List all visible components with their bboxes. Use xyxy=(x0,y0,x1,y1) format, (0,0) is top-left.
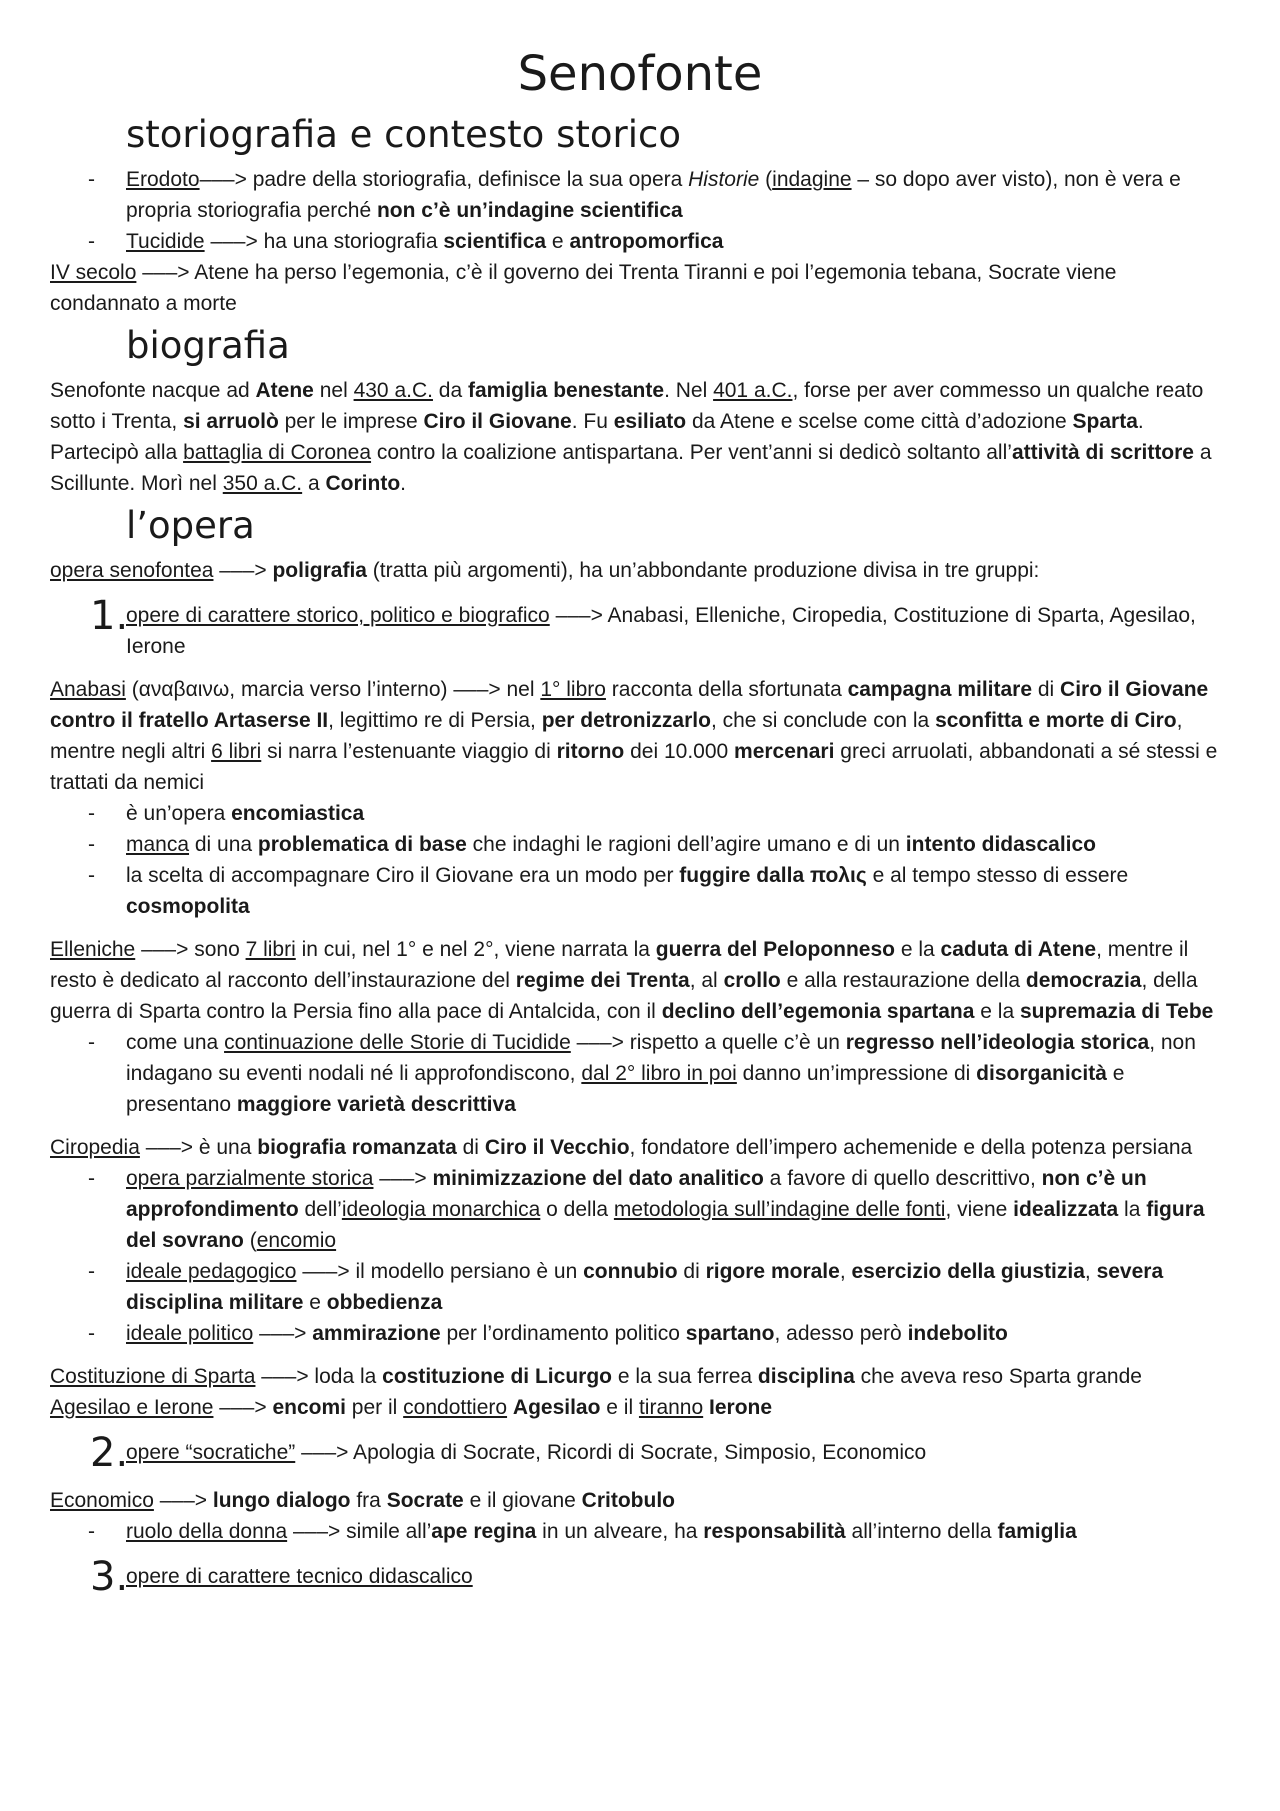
text-run: di xyxy=(456,1136,485,1159)
bold-text: esercizio della giustizia xyxy=(851,1260,1085,1283)
list-storiografia xyxy=(50,164,1230,257)
list-item xyxy=(126,164,1230,226)
text-run: , della guerra di Sparta contro la Persia fino alla pace di Antalcida, con il xyxy=(50,969,1198,1023)
underlined-text: 350 a.C. xyxy=(222,472,303,495)
underlined-text: Anabasi xyxy=(50,678,126,701)
text-run: , legittimo re di Persia, xyxy=(328,709,542,732)
para-opera-senofontea xyxy=(50,555,1230,586)
text-run: fra xyxy=(350,1489,387,1512)
text-run: dell’ xyxy=(298,1198,342,1221)
list-ciropedia xyxy=(50,1163,1230,1349)
bold-text: rigore morale xyxy=(705,1260,840,1283)
bold-text: idealizzata xyxy=(1013,1198,1119,1221)
bold-text: disorganicità xyxy=(976,1062,1107,1085)
heading-storiografia: storiografia e contesto storico xyxy=(126,113,681,156)
para-agesilao xyxy=(50,1392,1230,1423)
bold-text: sconfitta e morte di Ciro xyxy=(935,709,1177,732)
underlined-text: manca xyxy=(126,833,190,856)
bold-text: antropomorfica xyxy=(569,230,724,253)
text-run: a favore di quello descrittivo, xyxy=(763,1167,1042,1190)
para-economico xyxy=(50,1485,1230,1516)
text-run: che aveva reso Sparta grande xyxy=(854,1365,1142,1388)
text-run: , adesso però xyxy=(774,1322,908,1345)
text-run: per le imprese xyxy=(278,410,424,433)
bold-text: ammirazione xyxy=(312,1322,441,1345)
list-item xyxy=(126,1027,1230,1120)
list-anabasi xyxy=(50,798,1230,922)
underlined-text: encomio xyxy=(256,1229,337,1252)
bold-text: connubio xyxy=(583,1260,678,1283)
bold-text: guerra del Peloponneso xyxy=(655,938,895,961)
page-title: Senofonte xyxy=(517,46,763,102)
underlined-text: 7 libri xyxy=(245,938,296,961)
group-text xyxy=(126,596,1230,662)
bold-text: intento didascalico xyxy=(905,833,1096,856)
underlined-text: 6 libri xyxy=(211,740,262,763)
underlined-text: 430 a.C. xyxy=(353,379,433,402)
list-item xyxy=(126,1516,1230,1547)
group-number: 3. xyxy=(90,1554,129,1600)
bold-text: fuggire dalla πολις xyxy=(679,864,867,887)
list-item xyxy=(126,860,1230,922)
text-run: –––> xyxy=(373,1167,433,1190)
heading-biografia: biografia xyxy=(126,324,290,367)
para-biografia xyxy=(50,375,1230,499)
bold-text: democrazia xyxy=(1025,969,1142,992)
text-run: , al xyxy=(689,969,724,992)
text-run: , mentre il resto è dedicato al racconto dell’instaurazione del xyxy=(50,938,1189,992)
bold-text: responsabilità xyxy=(703,1520,846,1543)
bold-text: esiliato xyxy=(613,410,687,433)
text-run: , forse per aver commesso un qualche reato sotto i Trenta, xyxy=(50,379,1204,433)
text-run: , xyxy=(839,1260,852,1283)
text-run: –––> è una xyxy=(139,1136,258,1159)
group-number: 1. xyxy=(90,593,129,639)
bold-text: disciplina xyxy=(757,1365,855,1388)
list-item xyxy=(126,829,1230,860)
bold-text: supremazia di Tebe xyxy=(1019,1000,1214,1023)
text-run: –––> loda la xyxy=(255,1365,383,1388)
text-run: –––> Anabasi, Elleniche, Ciropedia, Costituzione di Sparta, Agesilao, Ierone xyxy=(126,604,1196,658)
text-run: e xyxy=(303,1291,327,1314)
underlined-text: opere “socratiche” xyxy=(126,1441,296,1464)
underlined-text: dal 2° libro in poi xyxy=(581,1062,737,1085)
bold-text: Atene xyxy=(255,379,314,402)
text-run: all’interno della xyxy=(845,1520,998,1543)
text-run: a xyxy=(302,472,326,495)
bold-text: poligrafia xyxy=(272,559,367,582)
bold-text: famiglia benestante xyxy=(468,379,665,402)
bold-text: per detronizzarlo xyxy=(541,709,711,732)
text-run: –––> xyxy=(153,1489,213,1512)
underlined-text: metodologia sull’indagine delle fonti xyxy=(613,1198,946,1221)
text-run: di xyxy=(677,1260,706,1283)
text-run: –––> padre della storiografia, definisce la sua opera xyxy=(199,168,689,191)
text-run: , viene xyxy=(945,1198,1014,1221)
text-run: . Partecipò alla xyxy=(50,410,1144,464)
text-run: –––> sono xyxy=(135,938,246,961)
text-run: , che si conclude con la xyxy=(710,709,936,732)
text-run: , xyxy=(1084,1260,1097,1283)
bold-text: Sparta xyxy=(1072,410,1138,433)
text-run: contro la coalizione antispartana. Per vent’anni si dedicò soltanto all’ xyxy=(371,441,1012,464)
bold-text: lungo dialogo xyxy=(212,1489,351,1512)
bold-text: caduta di Atene xyxy=(940,938,1097,961)
underlined-text: IV secolo xyxy=(50,261,137,284)
text-run: la xyxy=(1118,1198,1147,1221)
text-run: –––> simile all’ xyxy=(287,1520,432,1543)
underlined-text: indagine xyxy=(772,168,852,191)
bold-text: Ierone xyxy=(709,1396,773,1419)
list-item xyxy=(126,1318,1230,1349)
text-run: –––> ha una storiografia xyxy=(204,230,444,253)
bold-text: regime dei Trenta xyxy=(515,969,690,992)
text-run: da Atene e scelse come città d’adozione xyxy=(686,410,1073,433)
underlined-text: ideale politico xyxy=(126,1322,254,1345)
bold-text: Corinto xyxy=(325,472,401,495)
underlined-text: tiranno xyxy=(638,1396,704,1419)
list-item xyxy=(126,1163,1230,1256)
bold-text: cosmopolita xyxy=(126,895,250,918)
text-run: (αναβαινω, marcia verso l’interno) –––> nel xyxy=(125,678,541,701)
heading-opera: l’opera xyxy=(126,504,255,547)
bold-text: crollo xyxy=(723,969,781,992)
bold-text: obbedienza xyxy=(326,1291,443,1314)
text-run: (tratta più argomenti), ha un’abbondante produzione divisa in tre gruppi: xyxy=(366,559,1040,582)
group-1 xyxy=(90,593,1230,662)
bold-text: Ciro il Giovane contro il fratello Artaserse II xyxy=(50,678,1209,732)
text-run: racconta della sfortunata xyxy=(605,678,848,701)
text-run: di una xyxy=(189,833,258,856)
text-run: e al tempo stesso di essere xyxy=(866,864,1129,887)
text-run: ( xyxy=(243,1229,257,1252)
text-run: in cui, nel 1° e nel 2°, viene narrata la xyxy=(295,938,656,961)
text-run: Senofonte nacque ad xyxy=(50,379,256,402)
bold-text: biografia romanzata xyxy=(257,1136,457,1159)
list-item xyxy=(126,226,1230,257)
text-run: –––> Apologia di Socrate, Ricordi di Socrate, Simposio, Economico xyxy=(295,1441,927,1464)
text-run: –––> rispetto a quelle c’è un xyxy=(570,1031,846,1054)
text-run: , mentre negli altri xyxy=(50,709,1183,763)
bold-text: maggiore varietà descrittiva xyxy=(236,1093,516,1116)
italic-text: Historie xyxy=(688,168,760,191)
text-run: , fondatore dell’impero achemenide e della potenza persiana xyxy=(629,1136,1193,1159)
group-text xyxy=(126,1433,926,1468)
bold-text: minimizzazione del dato analitico xyxy=(432,1167,764,1190)
bold-text: spartano xyxy=(685,1322,775,1345)
para-ciropedia xyxy=(50,1132,1230,1163)
underlined-text: Agesilao e Ierone xyxy=(50,1396,214,1419)
text-run: ( xyxy=(759,168,773,191)
underlined-text: 401 a.C. xyxy=(713,379,793,402)
para-costituzione xyxy=(50,1361,1230,1392)
text-run: –––> Atene ha perso l’egemonia, c’è il governo dei Trenta Tiranni e poi l’egemonia tebana, Socrate viene condannato a morte xyxy=(50,261,1117,315)
bold-text: mercenari xyxy=(734,740,835,763)
text-run: e presentano xyxy=(126,1062,1125,1116)
text-run: danno un’impressione di xyxy=(736,1062,977,1085)
bold-text: figura del sovrano xyxy=(126,1198,1205,1252)
underlined-text: 1° libro xyxy=(540,678,606,701)
underlined-text: opera parzialmente storica xyxy=(126,1167,374,1190)
bold-text: ritorno xyxy=(556,740,625,763)
bold-text: regresso nell’ideologia storica xyxy=(845,1031,1150,1054)
underlined-text: Tucidide xyxy=(126,230,205,253)
list-economico xyxy=(50,1516,1230,1547)
para-iv-secolo xyxy=(50,257,1230,319)
underlined-text: Ciropedia xyxy=(50,1136,140,1159)
text-run: –––> xyxy=(253,1322,313,1345)
text-run: che indaghi le ragioni dell’agire umano e di un xyxy=(466,833,906,856)
text-run: in un alveare, ha xyxy=(536,1520,704,1543)
bold-text: campagna militare xyxy=(847,678,1033,701)
bold-text: Ciro il Vecchio xyxy=(484,1136,630,1159)
underlined-text: ruolo della donna xyxy=(126,1520,288,1543)
para-anabasi xyxy=(50,674,1230,798)
text-run: per il xyxy=(345,1396,404,1419)
bold-text: ape regina xyxy=(431,1520,537,1543)
bold-text: scientifica xyxy=(443,230,547,253)
bold-text: costituzione di Licurgo xyxy=(382,1365,612,1388)
underlined-text: Elleniche xyxy=(50,938,136,961)
text-run: è un’opera xyxy=(126,802,232,825)
list-item xyxy=(126,798,1230,829)
text-run: e il giovane xyxy=(463,1489,582,1512)
bold-text: non c’è un approfondimento xyxy=(126,1167,1147,1221)
text-run: per l’ordinamento politico xyxy=(440,1322,686,1345)
text-run: a Scillunte. Morì nel xyxy=(50,441,1212,495)
group-2 xyxy=(90,1430,1230,1476)
text-run: la scelta di accompagnare Ciro il Giovane era un modo per xyxy=(126,864,680,887)
para-elleniche xyxy=(50,934,1230,1027)
bold-text: declino dell’egemonia spartana xyxy=(661,1000,975,1023)
underlined-text: opere di carattere storico, politico e biografico xyxy=(126,604,550,627)
list-item xyxy=(126,1256,1230,1318)
text-run: greci arruolati, abbandonati a sé stessi e trattati da nemici xyxy=(50,740,1218,794)
text-run: e la xyxy=(974,1000,1020,1023)
bold-text: encomiastica xyxy=(231,802,365,825)
text-run: . Fu xyxy=(571,410,614,433)
text-run: si narra l’estenuante viaggio di xyxy=(261,740,557,763)
bold-text: Ciro il Giovane xyxy=(423,410,572,433)
text-run: . Nel xyxy=(664,379,714,402)
underlined-text: battaglia di Coronea xyxy=(183,441,372,464)
bold-text: Agesilao xyxy=(512,1396,601,1419)
text-run: e xyxy=(546,230,570,253)
text-run: di xyxy=(1032,678,1061,701)
bold-text: problematica di base xyxy=(257,833,467,856)
text-run: dei 10.000 xyxy=(624,740,735,763)
text-run: – so dopo aver visto), non è vera e propria storiografia perché xyxy=(126,168,1181,222)
underlined-text: ideologia monarchica xyxy=(341,1198,541,1221)
underlined-text: opere di carattere tecnico didascalico xyxy=(126,1565,473,1588)
text-run: –––> il modello persiano è un xyxy=(296,1260,584,1283)
text-run: e il xyxy=(600,1396,639,1419)
text-run: . xyxy=(400,472,406,495)
text-run: –––> xyxy=(213,559,273,582)
group-number: 2. xyxy=(90,1430,129,1476)
bold-text: encomi xyxy=(272,1396,346,1419)
text-run: e la sua ferrea xyxy=(611,1365,758,1388)
text-run: , non indagano su eventi nodali né li approfondiscono, xyxy=(126,1031,1196,1085)
bold-text: attività di scrittore xyxy=(1011,441,1194,464)
bold-text: non c’è un’indagine scientifica xyxy=(376,199,683,222)
group-text xyxy=(126,1557,473,1592)
list-elleniche xyxy=(50,1027,1230,1120)
underlined-text: opera senofontea xyxy=(50,559,214,582)
text-run: nel xyxy=(313,379,354,402)
underlined-text: Costituzione di Sparta xyxy=(50,1365,256,1388)
underlined-text: Economico xyxy=(50,1489,154,1512)
text-run: e alla restaurazione della xyxy=(780,969,1026,992)
underlined-text: ideale pedagogico xyxy=(126,1260,297,1283)
underlined-text: Erodoto xyxy=(126,168,200,191)
text-run: come una xyxy=(126,1031,225,1054)
bold-text: severa disciplina militare xyxy=(126,1260,1164,1314)
bold-text: Socrate xyxy=(386,1489,464,1512)
text-run: e la xyxy=(895,938,941,961)
document-content xyxy=(50,112,1230,1600)
text-run: –––> xyxy=(213,1396,273,1419)
text-run: o della xyxy=(540,1198,614,1221)
group-3 xyxy=(90,1554,1230,1600)
text-run: da xyxy=(432,379,468,402)
bold-text: famiglia xyxy=(997,1520,1077,1543)
underlined-text: condottiero xyxy=(403,1396,508,1419)
bold-text: si arruolò xyxy=(183,410,279,433)
bold-text: indebolito xyxy=(907,1322,1008,1345)
underlined-text: continuazione delle Storie di Tucidide xyxy=(224,1031,571,1054)
bold-text: Critobulo xyxy=(581,1489,675,1512)
